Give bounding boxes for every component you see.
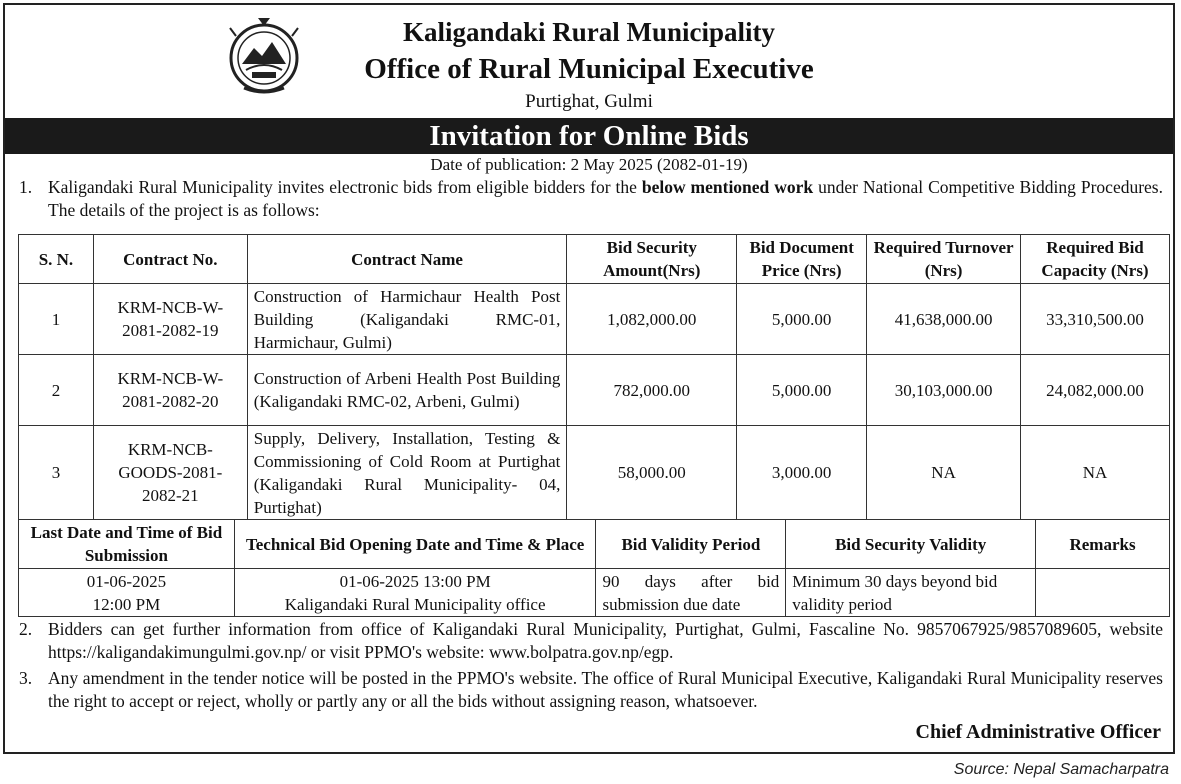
serial-number: 2 [19,355,94,426]
column-header: Contract No. [93,235,247,284]
serial-number: 3 [19,426,94,520]
bid-document-price: 5,000.00 [737,355,867,426]
contracts-table [18,234,1170,520]
item-number: 3. [19,668,33,688]
serial-number: 1 [19,284,94,355]
publication-date: Date of publication: 2 May 2025 (2082-01-19) [430,155,748,174]
contract-number: KRM-NCB-GOODS-2081-2082-21 [93,426,247,520]
contract-name: Construction of Harmichaur Health Post Building (Kaligandaki RMC-01, Harmichaur, Gulmi) [247,284,567,355]
table-header-row [19,520,1170,569]
municipality-name: Kaligandaki Rural Municipality [402,17,776,47]
footer-points [5,618,1173,713]
bid-security-amount: 58,000.00 [567,426,737,520]
column-header: Contract Name [247,235,567,284]
column-header: Bid Validity Period [596,520,786,569]
notice-header [5,5,1173,118]
column-header: Last Date and Time of Bid Submission [19,520,235,569]
table-header-row [19,235,1170,284]
required-turnover: 41,638,000.00 [867,284,1021,355]
bid-security-validity: Minimum 30 days beyond bid validity period [786,569,1036,617]
item-number: 1. [19,177,33,197]
required-turnover: NA [867,426,1021,520]
notice-title: Invitation for Online Bids [5,118,1173,154]
bid-submission-deadline [19,569,235,617]
table-row [19,569,1170,617]
table-row [19,426,1170,520]
column-header: Required Bid Capacity (Nrs) [1021,235,1170,284]
column-header: Bid Security Validity [786,520,1036,569]
column-header: Required Turnover (Nrs) [867,235,1021,284]
item-number: 2. [19,619,33,639]
opening-datetime: 01-06-2025 13:00 PM [339,571,491,591]
column-header: Remarks [1036,520,1170,569]
amendment-paragraph: 3. Any amendment in the tender notice will be posted in the PPMO's website. The office of Rural Municipal Executive, Kaligandaki Rural Municipality reserves the right to accept or reject, wholly or partly any or all the bids without assigning reason, whatsoever. [19,668,1163,711]
submission-date: 01-06-2025 [86,571,167,591]
column-header: Technical Bid Opening Date and Time & Place [234,520,596,569]
contract-name: Supply, Delivery, Installation, Testing & Commissioning of Cold Room at Purtighat (Kaligandaki Rural Municipality- 04, Purtighat) [247,426,567,520]
intro-paragraph: 1. Kaligandaki Rural Municipality invites electronic bids from eligible bidders for the below mentioned work under National Competitive Bidding Procedures. The details of the project is as follows: [19,177,1163,220]
table-row [19,284,1170,355]
required-bid-capacity: NA [1021,426,1170,520]
bid-security-amount: 1,082,000.00 [567,284,737,355]
bid-validity-period: 90 days after bid submission due date [596,569,786,617]
table-row [19,355,1170,426]
bid-document-price: 5,000.00 [737,284,867,355]
contract-number: KRM-NCB-W-2081-2082-20 [93,355,247,426]
submission-time: 12:00 PM [92,594,161,614]
bid-document-price: 3,000.00 [737,426,867,520]
required-bid-capacity: 24,082,000.00 [1021,355,1170,426]
office-address: Purtighat, Gulmi [525,91,653,112]
schedule-table [18,519,1170,617]
required-bid-capacity: 33,310,500.00 [1021,284,1170,355]
signatory: Chief Administrative Officer [915,721,1161,743]
technical-bid-opening [234,569,596,617]
required-turnover: 30,103,000.00 [867,355,1021,426]
column-header: Bid Security Amount(Nrs) [567,235,737,284]
contract-name: Construction of Arbeni Health Post Building (Kaligandaki RMC-02, Arbeni, Gulmi) [247,355,567,426]
further-information-paragraph: 2. Bidders can get further information from office of Kaligandaki Rural Municipality, Purtighat, Gulmi, Fascaline No. 9857067925/9857089605, website https://kaligandakimungulmi.gov.np/ or visit PPMO's website: www.bolpatra.gov.np/egp. [19,619,1163,662]
tender-notice [3,3,1175,754]
bid-security-amount: 782,000.00 [567,355,737,426]
remarks [1036,569,1170,617]
office-name: Office of Rural Municipal Executive [364,53,814,85]
source-credit: Source: Nepal Samacharpatra [953,761,1169,778]
column-header: S. N. [19,235,94,284]
opening-place: Kaligandaki Rural Municipality office [284,594,546,614]
column-header: Bid Document Price (Nrs) [737,235,867,284]
contract-number: KRM-NCB-W-2081-2082-19 [93,284,247,355]
